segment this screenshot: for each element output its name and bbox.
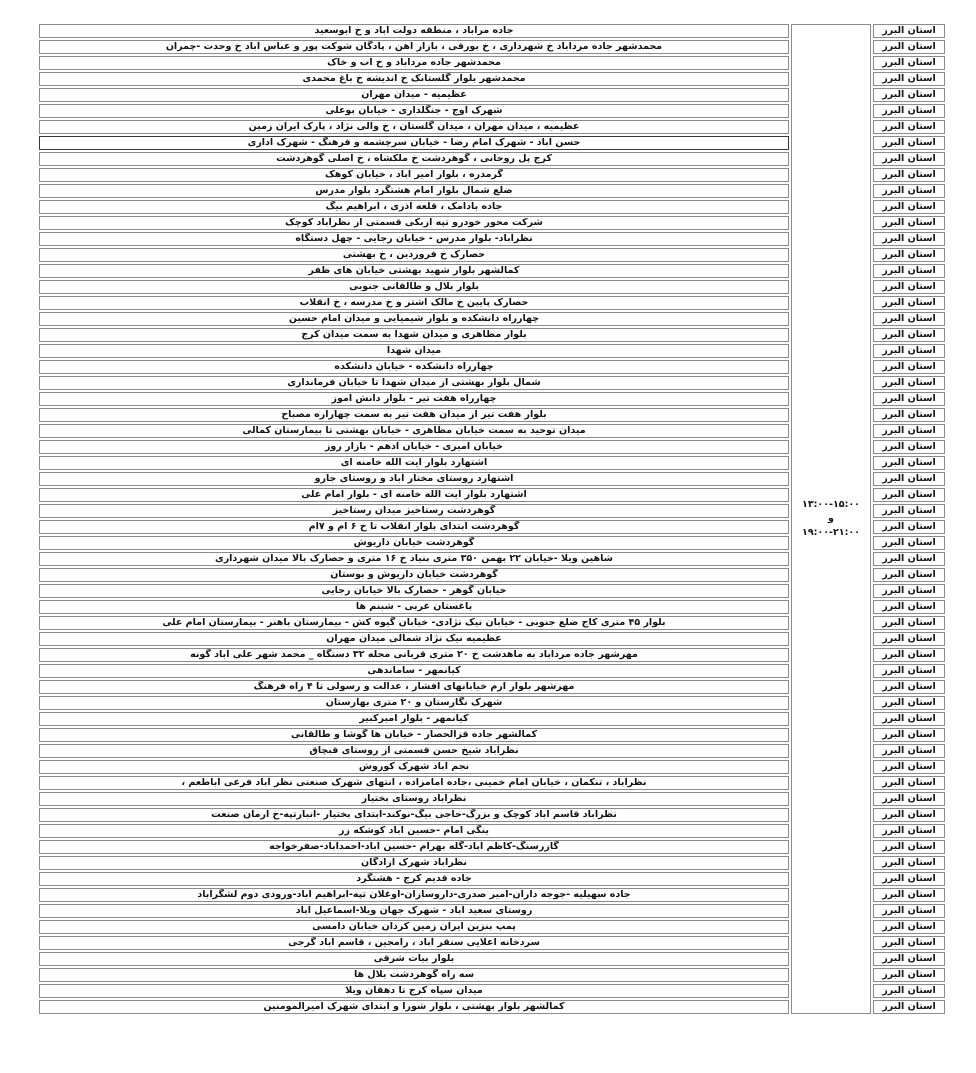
province-cell: استان البرز <box>873 808 945 822</box>
address-cell: شهرک اوج - جنگلداری - خیابان بوعلی <box>39 104 789 118</box>
province-cell: استان البرز <box>873 856 945 870</box>
province-cell: استان البرز <box>873 72 945 86</box>
province-cell: استان البرز <box>873 504 945 518</box>
province-cell: استان البرز <box>873 616 945 630</box>
address-cell: محمدشهر بلوار گلستانک خ اندیشه خ باغ محمدی <box>39 72 789 86</box>
address-cell: پمپ بنزین ایران زمین کردان خیابان دامسی <box>39 920 789 934</box>
province-cell: استان البرز <box>873 744 945 758</box>
time-window <box>796 498 866 540</box>
address-cell: گرمدره ، بلوار امیر آباد ، خیابان کوهک <box>39 168 789 182</box>
province-cell: استان البرز <box>873 408 945 422</box>
province-cell: استان البرز <box>873 936 945 950</box>
province-cell: استان البرز <box>873 456 945 470</box>
province-cell: استان البرز <box>873 696 945 710</box>
address-cell: چهارراه هفت تیر - بلوار دانش آموز <box>39 392 789 406</box>
address-cell: گوهردشت خیابان داریوش <box>39 536 789 550</box>
province-cell: استان البرز <box>873 664 945 678</box>
address-cell: گوهردشت ابتدای بلوار انقلاب تا خ ۶ ام و ۷ام <box>39 520 789 534</box>
address-cell: بلوار هفت تیر از میدان هفت تیر به سمت چهاراره مصباح <box>39 408 789 422</box>
province-cell: استان البرز <box>873 792 945 806</box>
province-cell: استان البرز <box>873 680 945 694</box>
address-cell: شاهین ویلا -خیابان ۲۲ بهمن ۳۵۰ متری بنیاد خ ۱۶ متری و حصارک بالا میدان شهرداری <box>39 552 789 566</box>
province-cell: استان البرز <box>873 472 945 486</box>
address-cell: میدان سپاه کرج تا دهقان ویلا <box>39 984 789 998</box>
address-cell: مهرشهر بلوار ارم خیابانهای افشار ، عدالت و رسولی تا ۴ راه فرهنگ <box>39 680 789 694</box>
province-cell: استان البرز <box>873 648 945 662</box>
province-cell: استان البرز <box>873 776 945 790</box>
address-cell: بلوار بلال و طالقانی جنوبی <box>39 280 789 294</box>
address-cell: حصارک پایین خ مالک اشتر و خ مدرسه ، خ انقلاب <box>39 296 789 310</box>
province-cell: استان البرز <box>873 264 945 278</box>
province-cell: استان البرز <box>873 424 945 438</box>
table-body <box>39 24 945 1014</box>
province-cell: استان البرز <box>873 280 945 294</box>
address-cell: بلوار بیات شرقی <box>39 952 789 966</box>
province-cell: استان البرز <box>873 232 945 246</box>
province-cell: استان البرز <box>873 584 945 598</box>
address-cell: جاده سهیلیه -جوجه داران-امیر صدری-داروسازان-اوغلان تپه-ابراهیم آباد-ورودی دوم لشگرآباد <box>39 888 789 902</box>
time-conjunction: و <box>828 513 834 524</box>
address-cell: سه راه گوهردشت بلال ها <box>39 968 789 982</box>
province-cell: استان البرز <box>873 296 945 310</box>
province-cell: استان البرز <box>873 920 945 934</box>
address-cell: خیابان امیری - خیابان ادهم - بازار روز <box>39 440 789 454</box>
province-cell: استان البرز <box>873 40 945 54</box>
province-cell: استان البرز <box>873 488 945 502</box>
address-cell: گازرسنگ-کاظم آباد-گله بهرام -حسین آباد-احمدآباد-صفرخواجه <box>39 840 789 854</box>
province-cell: استان البرز <box>873 344 945 358</box>
address-cell: روستای سعید آباد - شهرک جهان ویلا-اسماعیل آباد <box>39 904 789 918</box>
address-cell: اشتهارد روستای مختار آباد و روستای جارو <box>39 472 789 486</box>
address-cell: کمالشهر جاده قزالحصار - خیابان ها گوشا و طالقانی <box>39 728 789 742</box>
address-cell: جاده بادامک ، قلعه آذری ، ابراهیم بیگ <box>39 200 789 214</box>
address-cell: ضلع شمال بلوار امام هشتگرد بلوار مدرس <box>39 184 789 198</box>
address-cell: گوهردشت خیابان داریوش و بوستان <box>39 568 789 582</box>
province-cell: استان البرز <box>873 536 945 550</box>
province-cell: استان البرز <box>873 760 945 774</box>
address-cell: نظرآباد قاسم آباد کوچک و بزرگ-حاجی بیگ-نوکند-ابتدای بختیار -انبارتپه-خ آرمان صنعت <box>39 808 789 822</box>
time-window-cell <box>791 24 871 1014</box>
province-cell: استان البرز <box>873 552 945 566</box>
address-cell: حصارک خ فروردین ، خ بهشتی <box>39 248 789 262</box>
address-cell: نظرآباد روستای بختیار <box>39 792 789 806</box>
address-cell-highlighted: حسن آباد - شهرک امام رضا - خیابان سرچشمه و فرهنگ - شهرک اداری <box>39 136 789 150</box>
province-cell: استان البرز <box>873 184 945 198</box>
address-cell: اشتهارد بلوار آیت الله خامنه ای <box>39 456 789 470</box>
province-cell: استان البرز <box>873 248 945 262</box>
time-range-1: ۱۳:۰۰-۱۵:۰۰ <box>802 499 860 510</box>
address-cell: بلوار ۴۵ متری کاج ضلع جنوبی - خیابان نیک نژادی- خیابان گیوه کش - بیمارستان باهنر - بیمارستان امام علی <box>39 616 789 630</box>
address-cell: میدان شهدا <box>39 344 789 358</box>
time-range-2: ۱۹:۰۰-۲۱:۰۰ <box>802 527 860 538</box>
address-cell: نظرآباد شهرک آزادگان <box>39 856 789 870</box>
province-cell: استان البرز <box>873 968 945 982</box>
province-cell: استان البرز <box>873 904 945 918</box>
province-cell: استان البرز <box>873 312 945 326</box>
province-cell: استان البرز <box>873 168 945 182</box>
province-cell: استان البرز <box>873 120 945 134</box>
province-cell: استان البرز <box>873 984 945 998</box>
province-cell: استان البرز <box>873 24 945 38</box>
address-cell: مهرشهر جاده مردآباد به ماهدشت خ ۲۰ متری قربانی محله ۳۲ دستگاه _ محمد شهر علی آباد گونه <box>39 648 789 662</box>
address-cell: کمالشهر بلوار شهید بهشتی خیابان های ظفر <box>39 264 789 278</box>
address-cell: کرج پل روحانی ، گوهردشت خ ملکشاه ، خ اصلی گوهردشت <box>39 152 789 166</box>
address-cell: عظیمیه نیک نژاد شمالی میدان مهران <box>39 632 789 646</box>
province-cell: استان البرز <box>873 728 945 742</box>
province-cell: استان البرز <box>873 200 945 214</box>
address-cell: کمالشهر بلوار بهشتی ، بلوار شورا و ابتدای شهرک امیرالمومنین <box>39 1000 789 1014</box>
address-cell: میدان توحید به سمت خیابان مظاهری - خیابان بهشتی تا بیمارستان کمالی <box>39 424 789 438</box>
address-cell: باغستان غربی - شبنم ها <box>39 600 789 614</box>
province-cell: استان البرز <box>873 56 945 70</box>
address-cell: شهرک نگارستان و ۲۰ متری بهارستان <box>39 696 789 710</box>
address-cell: کیانمهر - بلوار امیرکبیر <box>39 712 789 726</box>
address-cell: جاده مرآباد ، منطقه دولت آباد و خ ابوسعید <box>39 24 789 38</box>
province-cell: استان البرز <box>873 152 945 166</box>
address-cell: کیانمهر - ساماندهی <box>39 664 789 678</box>
address-cell: چهارراه دانشکده - خیابان دانشکده <box>39 360 789 374</box>
province-cell: استان البرز <box>873 104 945 118</box>
address-cell: نجم آباد شهرک کوروش <box>39 760 789 774</box>
province-cell: استان البرز <box>873 520 945 534</box>
address-cell: نظرآباد- بلوار مدرس - خیابان رجایی - چهل دستگاه <box>39 232 789 246</box>
address-cell: اشتهارد بلوار آیت الله خامنه ای - بلوار امام علی <box>39 488 789 502</box>
province-cell: استان البرز <box>873 952 945 966</box>
province-cell: استان البرز <box>873 1000 945 1014</box>
province-cell: استان البرز <box>873 632 945 646</box>
address-cell: ینگی امام -حسین آباد کوشکه زر <box>39 824 789 838</box>
address-cell: محمدشهر جاده مردآباد خ شهرداری ، خ بورقی ، بازار آهن ، پادگان شوکت پور و عباس آباد خ وحدت -چمران <box>39 40 789 54</box>
province-cell: استان البرز <box>873 88 945 102</box>
province-cell: استان البرز <box>873 712 945 726</box>
address-cell: سردخانه اعلایی سنقر آباد ، رامجین ، قاسم آباد گرجی <box>39 936 789 950</box>
table-row[interactable] <box>39 24 945 38</box>
province-cell: استان البرز <box>873 136 945 150</box>
province-cell: استان البرز <box>873 872 945 886</box>
address-cell: نظرآباد شیخ حسن قسمتی از روستای قبچاق <box>39 744 789 758</box>
address-cell: محمدشهر جاده مردآباد و خ اب و خاک <box>39 56 789 70</box>
address-cell: خیابان گوهر - حصارک بالا خیابان رجایی <box>39 584 789 598</box>
address-cell: نظرآباد ، تنکمان ، خیابان امام خمینی ،جاده امامزاده ، انتهای شهرک صنعتی نظر آباد فرعی اباطعم ، <box>39 776 789 790</box>
province-cell: استان البرز <box>873 360 945 374</box>
province-cell: استان البرز <box>873 440 945 454</box>
outage-schedule-table <box>37 22 947 1016</box>
address-cell: جاده قدیم کرج - هشتگرد <box>39 872 789 886</box>
address-cell: بلوار مظاهری و میدان شهدا به سمت میدان کرج <box>39 328 789 342</box>
address-cell: چهارراه دانشکده و بلوار شیمیایی و میدان امام حسین <box>39 312 789 326</box>
province-cell: استان البرز <box>873 840 945 854</box>
address-cell: عظیمیه - میدان مهران <box>39 88 789 102</box>
province-cell: استان البرز <box>873 568 945 582</box>
address-cell: گوهردشت رستاخیز میدان رستاخیز <box>39 504 789 518</box>
province-cell: استان البرز <box>873 376 945 390</box>
province-cell: استان البرز <box>873 392 945 406</box>
province-cell: استان البرز <box>873 824 945 838</box>
province-cell: استان البرز <box>873 888 945 902</box>
province-cell: استان البرز <box>873 216 945 230</box>
address-cell: شرکت محور خودرو تپه ازبکی قسمتی از نظرآباد کوچک <box>39 216 789 230</box>
province-cell: استان البرز <box>873 328 945 342</box>
province-cell: استان البرز <box>873 600 945 614</box>
address-cell: شمال بلوار بهشتی از میدان شهدا تا خیابان فرمانداری <box>39 376 789 390</box>
address-cell: عظیمیه ، میدان مهران ، میدان گلستان ، خ والی نژاد ، پارک ایران زمین <box>39 120 789 134</box>
